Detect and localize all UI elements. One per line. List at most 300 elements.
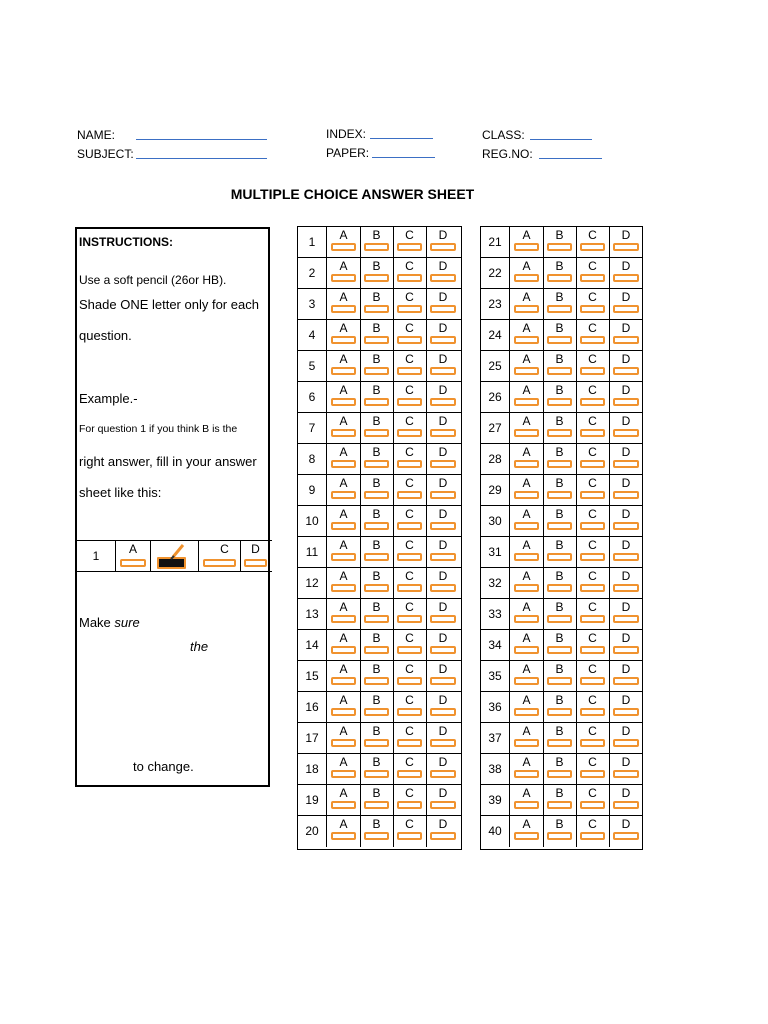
answer-bubble[interactable]: [430, 770, 456, 778]
answer-bubble[interactable]: [397, 460, 422, 468]
index-field[interactable]: [370, 127, 433, 139]
answer-bubble[interactable]: [397, 708, 422, 716]
answer-bubble[interactable]: [514, 336, 539, 344]
answer-bubble[interactable]: [580, 367, 605, 375]
answer-bubble[interactable]: [613, 305, 639, 313]
option-d-bubble-cell[interactable]: [426, 351, 460, 382]
answer-bubble[interactable]: [397, 367, 422, 375]
option-d-bubble-cell[interactable]: [426, 506, 460, 537]
option-a-bubble-cell[interactable]: [510, 537, 544, 568]
answer-bubble[interactable]: [514, 584, 539, 592]
answer-bubble[interactable]: [331, 305, 356, 313]
option-b-bubble-cell[interactable]: [360, 320, 394, 351]
answer-bubble[interactable]: [613, 646, 639, 654]
option-c-bubble-cell[interactable]: [576, 568, 610, 599]
answer-bubble[interactable]: [547, 770, 572, 778]
option-c-bubble-cell[interactable]: [576, 754, 610, 785]
answer-bubble[interactable]: [514, 460, 539, 468]
option-c-bubble-cell[interactable]: [393, 227, 427, 258]
option-d-bubble-cell[interactable]: [426, 227, 460, 258]
option-d-bubble-cell[interactable]: [609, 599, 643, 630]
answer-bubble[interactable]: [514, 398, 539, 406]
answer-bubble[interactable]: [331, 491, 356, 499]
option-b-bubble-cell[interactable]: [543, 537, 577, 568]
option-d-bubble-cell[interactable]: [426, 785, 460, 816]
answer-bubble[interactable]: [331, 646, 356, 654]
answer-bubble[interactable]: [331, 522, 356, 530]
option-b-bubble-cell[interactable]: [543, 258, 577, 289]
option-d-bubble-cell[interactable]: [609, 475, 643, 506]
answer-bubble[interactable]: [331, 677, 356, 685]
option-b-bubble-cell[interactable]: [543, 506, 577, 537]
option-d-bubble-cell[interactable]: [426, 382, 460, 413]
answer-bubble[interactable]: [430, 398, 456, 406]
answer-bubble[interactable]: [547, 584, 572, 592]
option-a-bubble-cell[interactable]: [510, 785, 544, 816]
answer-bubble[interactable]: [364, 274, 389, 282]
option-b-bubble-cell[interactable]: [360, 413, 394, 444]
answer-bubble[interactable]: [364, 336, 389, 344]
answer-bubble[interactable]: [547, 429, 572, 437]
answer-bubble[interactable]: [397, 274, 422, 282]
answer-bubble[interactable]: [514, 677, 539, 685]
answer-bubble[interactable]: [514, 615, 539, 623]
option-d-bubble-cell[interactable]: [426, 444, 460, 475]
answer-bubble[interactable]: [397, 739, 422, 747]
answer-bubble[interactable]: [331, 770, 356, 778]
option-d-bubble-cell[interactable]: [426, 599, 460, 630]
option-a-bubble-cell[interactable]: [510, 444, 544, 475]
option-d-bubble-cell[interactable]: [609, 661, 643, 692]
answer-bubble[interactable]: [514, 367, 539, 375]
option-c-bubble-cell[interactable]: [576, 475, 610, 506]
answer-bubble[interactable]: [580, 739, 605, 747]
option-c-bubble-cell[interactable]: [576, 382, 610, 413]
answer-bubble[interactable]: [331, 243, 356, 251]
answer-bubble[interactable]: [580, 615, 605, 623]
option-b-bubble-cell[interactable]: [543, 444, 577, 475]
answer-bubble[interactable]: [331, 615, 356, 623]
answer-bubble[interactable]: [397, 615, 422, 623]
option-d-bubble-cell[interactable]: [426, 289, 460, 320]
answer-bubble[interactable]: [580, 708, 605, 716]
option-d-bubble-cell[interactable]: [609, 506, 643, 537]
option-c-bubble-cell[interactable]: [576, 661, 610, 692]
option-b-bubble-cell[interactable]: [543, 320, 577, 351]
option-a-bubble-cell[interactable]: [327, 630, 361, 661]
answer-bubble[interactable]: [397, 646, 422, 654]
option-c-bubble-cell[interactable]: [393, 568, 427, 599]
option-d-bubble-cell[interactable]: [426, 754, 460, 785]
option-b-bubble-cell[interactable]: [360, 227, 394, 258]
answer-bubble[interactable]: [580, 460, 605, 468]
option-c-bubble-cell[interactable]: [393, 661, 427, 692]
answer-bubble[interactable]: [364, 646, 389, 654]
answer-bubble[interactable]: [580, 584, 605, 592]
option-b-bubble-cell[interactable]: [543, 475, 577, 506]
answer-bubble[interactable]: [580, 677, 605, 685]
answer-bubble[interactable]: [514, 274, 539, 282]
option-b-bubble-cell[interactable]: [543, 568, 577, 599]
answer-bubble[interactable]: [331, 739, 356, 747]
answer-bubble[interactable]: [547, 336, 572, 344]
option-a-bubble-cell[interactable]: [510, 351, 544, 382]
option-b-bubble-cell[interactable]: [543, 289, 577, 320]
option-a-bubble-cell[interactable]: [510, 816, 544, 847]
option-c-bubble-cell[interactable]: [393, 413, 427, 444]
answer-bubble[interactable]: [613, 739, 639, 747]
option-b-bubble-cell[interactable]: [543, 785, 577, 816]
answer-bubble[interactable]: [580, 646, 605, 654]
answer-bubble[interactable]: [613, 584, 639, 592]
answer-bubble[interactable]: [580, 522, 605, 530]
option-d-bubble-cell[interactable]: [426, 258, 460, 289]
option-a-bubble-cell[interactable]: [327, 754, 361, 785]
option-a-bubble-cell[interactable]: [327, 227, 361, 258]
option-a-bubble-cell[interactable]: [327, 785, 361, 816]
class-field[interactable]: [530, 128, 592, 140]
option-b-bubble-cell[interactable]: [360, 258, 394, 289]
answer-bubble[interactable]: [514, 739, 539, 747]
answer-bubble[interactable]: [514, 522, 539, 530]
answer-bubble[interactable]: [397, 491, 422, 499]
option-c-bubble-cell[interactable]: [576, 785, 610, 816]
answer-bubble[interactable]: [430, 522, 456, 530]
answer-bubble[interactable]: [514, 832, 539, 840]
answer-bubble[interactable]: [613, 243, 639, 251]
answer-bubble[interactable]: [397, 305, 422, 313]
answer-bubble[interactable]: [430, 832, 456, 840]
answer-bubble[interactable]: [331, 584, 356, 592]
option-a-bubble-cell[interactable]: [327, 413, 361, 444]
option-c-bubble-cell[interactable]: [393, 258, 427, 289]
option-a-bubble-cell[interactable]: [327, 568, 361, 599]
option-c-bubble-cell[interactable]: [576, 227, 610, 258]
option-c-bubble-cell[interactable]: [393, 692, 427, 723]
answer-bubble[interactable]: [364, 398, 389, 406]
option-b-bubble-cell[interactable]: [543, 630, 577, 661]
answer-bubble[interactable]: [547, 522, 572, 530]
answer-bubble[interactable]: [547, 553, 572, 561]
answer-bubble[interactable]: [331, 429, 356, 437]
option-c-bubble-cell[interactable]: [393, 599, 427, 630]
option-a-bubble-cell[interactable]: [510, 382, 544, 413]
answer-bubble[interactable]: [397, 336, 422, 344]
option-d-bubble-cell[interactable]: [609, 785, 643, 816]
option-c-bubble-cell[interactable]: [393, 506, 427, 537]
option-c-bubble-cell[interactable]: [393, 785, 427, 816]
option-a-bubble-cell[interactable]: [510, 692, 544, 723]
answer-bubble[interactable]: [430, 336, 456, 344]
subject-field[interactable]: [136, 147, 267, 159]
option-d-bubble-cell[interactable]: [609, 754, 643, 785]
regno-field[interactable]: [539, 147, 602, 159]
option-b-bubble-cell[interactable]: [360, 630, 394, 661]
option-d-bubble-cell[interactable]: [426, 661, 460, 692]
option-d-bubble-cell[interactable]: [609, 537, 643, 568]
option-c-bubble-cell[interactable]: [576, 444, 610, 475]
answer-bubble[interactable]: [430, 460, 456, 468]
option-a-bubble-cell[interactable]: [327, 351, 361, 382]
option-d-bubble-cell[interactable]: [609, 413, 643, 444]
paper-field[interactable]: [372, 146, 435, 158]
option-c-bubble-cell[interactable]: [576, 630, 610, 661]
option-a-bubble-cell[interactable]: [327, 258, 361, 289]
answer-bubble[interactable]: [331, 708, 356, 716]
answer-bubble[interactable]: [547, 274, 572, 282]
option-d-bubble-cell[interactable]: [426, 568, 460, 599]
answer-bubble[interactable]: [397, 243, 422, 251]
answer-bubble[interactable]: [397, 677, 422, 685]
answer-bubble[interactable]: [430, 708, 456, 716]
option-b-bubble-cell[interactable]: [360, 506, 394, 537]
answer-bubble[interactable]: [547, 832, 572, 840]
answer-bubble[interactable]: [547, 398, 572, 406]
answer-bubble[interactable]: [613, 770, 639, 778]
option-d-bubble-cell[interactable]: [609, 227, 643, 258]
answer-bubble[interactable]: [397, 553, 422, 561]
answer-bubble[interactable]: [430, 677, 456, 685]
answer-bubble[interactable]: [613, 336, 639, 344]
answer-bubble[interactable]: [364, 522, 389, 530]
answer-bubble[interactable]: [547, 801, 572, 809]
option-a-bubble-cell[interactable]: [327, 444, 361, 475]
option-b-bubble-cell[interactable]: [543, 754, 577, 785]
answer-bubble[interactable]: [547, 739, 572, 747]
option-c-bubble-cell[interactable]: [393, 537, 427, 568]
option-a-bubble-cell[interactable]: [510, 568, 544, 599]
option-a-bubble-cell[interactable]: [327, 661, 361, 692]
option-d-bubble-cell[interactable]: [609, 351, 643, 382]
option-c-bubble-cell[interactable]: [393, 289, 427, 320]
answer-bubble[interactable]: [397, 398, 422, 406]
answer-bubble[interactable]: [514, 429, 539, 437]
option-d-bubble-cell[interactable]: [609, 630, 643, 661]
option-c-bubble-cell[interactable]: [393, 351, 427, 382]
answer-bubble[interactable]: [613, 429, 639, 437]
option-a-bubble-cell[interactable]: [327, 506, 361, 537]
name-field[interactable]: [136, 128, 267, 140]
option-c-bubble-cell[interactable]: [393, 630, 427, 661]
option-a-bubble-cell[interactable]: [510, 599, 544, 630]
answer-bubble[interactable]: [364, 801, 389, 809]
option-a-bubble-cell[interactable]: [327, 599, 361, 630]
answer-bubble[interactable]: [364, 584, 389, 592]
option-a-bubble-cell[interactable]: [327, 320, 361, 351]
answer-bubble[interactable]: [331, 274, 356, 282]
answer-bubble[interactable]: [430, 243, 456, 251]
option-c-bubble-cell[interactable]: [576, 506, 610, 537]
option-d-bubble-cell[interactable]: [609, 258, 643, 289]
answer-bubble[interactable]: [364, 677, 389, 685]
option-a-bubble-cell[interactable]: [510, 506, 544, 537]
answer-bubble[interactable]: [613, 274, 639, 282]
option-b-bubble-cell[interactable]: [543, 413, 577, 444]
option-b-bubble-cell[interactable]: [360, 785, 394, 816]
answer-bubble[interactable]: [331, 398, 356, 406]
answer-bubble[interactable]: [430, 584, 456, 592]
answer-bubble[interactable]: [514, 553, 539, 561]
answer-bubble[interactable]: [430, 367, 456, 375]
option-a-bubble-cell[interactable]: [510, 227, 544, 258]
answer-bubble[interactable]: [613, 367, 639, 375]
answer-bubble[interactable]: [397, 801, 422, 809]
option-d-bubble-cell[interactable]: [609, 444, 643, 475]
answer-bubble[interactable]: [547, 491, 572, 499]
answer-bubble[interactable]: [514, 770, 539, 778]
option-b-bubble-cell[interactable]: [360, 351, 394, 382]
answer-bubble[interactable]: [430, 646, 456, 654]
answer-bubble[interactable]: [514, 708, 539, 716]
answer-bubble[interactable]: [514, 491, 539, 499]
option-b-bubble-cell[interactable]: [543, 599, 577, 630]
answer-bubble[interactable]: [430, 553, 456, 561]
answer-bubble[interactable]: [364, 243, 389, 251]
answer-bubble[interactable]: [364, 429, 389, 437]
option-d-bubble-cell[interactable]: [426, 475, 460, 506]
option-c-bubble-cell[interactable]: [393, 444, 427, 475]
answer-bubble[interactable]: [331, 832, 356, 840]
option-b-bubble-cell[interactable]: [543, 692, 577, 723]
option-a-bubble-cell[interactable]: [510, 320, 544, 351]
option-a-bubble-cell[interactable]: [327, 289, 361, 320]
answer-bubble[interactable]: [430, 429, 456, 437]
option-c-bubble-cell[interactable]: [576, 599, 610, 630]
option-a-bubble-cell[interactable]: [510, 413, 544, 444]
answer-bubble[interactable]: [613, 398, 639, 406]
answer-bubble[interactable]: [580, 274, 605, 282]
answer-bubble[interactable]: [580, 398, 605, 406]
answer-bubble[interactable]: [514, 801, 539, 809]
answer-bubble[interactable]: [613, 522, 639, 530]
option-d-bubble-cell[interactable]: [609, 382, 643, 413]
option-d-bubble-cell[interactable]: [609, 320, 643, 351]
option-c-bubble-cell[interactable]: [393, 754, 427, 785]
option-a-bubble-cell[interactable]: [327, 816, 361, 847]
option-c-bubble-cell[interactable]: [576, 692, 610, 723]
answer-bubble[interactable]: [613, 491, 639, 499]
option-a-bubble-cell[interactable]: [510, 475, 544, 506]
answer-bubble[interactable]: [613, 553, 639, 561]
answer-bubble[interactable]: [613, 677, 639, 685]
answer-bubble[interactable]: [364, 491, 389, 499]
option-c-bubble-cell[interactable]: [576, 351, 610, 382]
option-b-bubble-cell[interactable]: [543, 661, 577, 692]
answer-bubble[interactable]: [580, 491, 605, 499]
answer-bubble[interactable]: [364, 708, 389, 716]
option-c-bubble-cell[interactable]: [393, 475, 427, 506]
option-c-bubble-cell[interactable]: [393, 382, 427, 413]
option-a-bubble-cell[interactable]: [327, 382, 361, 413]
option-c-bubble-cell[interactable]: [393, 320, 427, 351]
option-d-bubble-cell[interactable]: [426, 816, 460, 847]
answer-bubble[interactable]: [580, 553, 605, 561]
answer-bubble[interactable]: [514, 646, 539, 654]
option-a-bubble-cell[interactable]: [510, 630, 544, 661]
option-d-bubble-cell[interactable]: [426, 723, 460, 754]
option-b-bubble-cell[interactable]: [360, 382, 394, 413]
answer-bubble[interactable]: [331, 553, 356, 561]
option-a-bubble-cell[interactable]: [327, 692, 361, 723]
answer-bubble[interactable]: [364, 615, 389, 623]
option-b-bubble-cell[interactable]: [360, 816, 394, 847]
option-d-bubble-cell[interactable]: [609, 692, 643, 723]
answer-bubble[interactable]: [580, 770, 605, 778]
answer-bubble[interactable]: [364, 832, 389, 840]
option-a-bubble-cell[interactable]: [510, 661, 544, 692]
answer-bubble[interactable]: [430, 615, 456, 623]
answer-bubble[interactable]: [547, 708, 572, 716]
answer-bubble[interactable]: [364, 305, 389, 313]
option-b-bubble-cell[interactable]: [543, 227, 577, 258]
answer-bubble[interactable]: [547, 677, 572, 685]
option-c-bubble-cell[interactable]: [576, 289, 610, 320]
answer-bubble[interactable]: [397, 584, 422, 592]
answer-bubble[interactable]: [547, 646, 572, 654]
answer-bubble[interactable]: [547, 243, 572, 251]
answer-bubble[interactable]: [613, 832, 639, 840]
answer-bubble[interactable]: [331, 336, 356, 344]
option-c-bubble-cell[interactable]: [576, 413, 610, 444]
answer-bubble[interactable]: [613, 708, 639, 716]
option-a-bubble-cell[interactable]: [327, 723, 361, 754]
answer-bubble[interactable]: [331, 460, 356, 468]
answer-bubble[interactable]: [580, 429, 605, 437]
option-b-bubble-cell[interactable]: [543, 816, 577, 847]
answer-bubble[interactable]: [364, 367, 389, 375]
option-b-bubble-cell[interactable]: [360, 723, 394, 754]
answer-bubble[interactable]: [613, 801, 639, 809]
option-c-bubble-cell[interactable]: [576, 537, 610, 568]
answer-bubble[interactable]: [514, 305, 539, 313]
option-b-bubble-cell[interactable]: [360, 475, 394, 506]
option-a-bubble-cell[interactable]: [510, 258, 544, 289]
answer-bubble[interactable]: [364, 770, 389, 778]
answer-bubble[interactable]: [613, 615, 639, 623]
answer-bubble[interactable]: [364, 460, 389, 468]
option-a-bubble-cell[interactable]: [327, 475, 361, 506]
answer-bubble[interactable]: [430, 305, 456, 313]
option-b-bubble-cell[interactable]: [360, 537, 394, 568]
option-b-bubble-cell[interactable]: [360, 444, 394, 475]
answer-bubble[interactable]: [580, 243, 605, 251]
option-c-bubble-cell[interactable]: [576, 258, 610, 289]
option-b-bubble-cell[interactable]: [360, 568, 394, 599]
answer-bubble[interactable]: [580, 336, 605, 344]
answer-bubble[interactable]: [547, 367, 572, 375]
option-d-bubble-cell[interactable]: [609, 568, 643, 599]
answer-bubble[interactable]: [580, 305, 605, 313]
option-d-bubble-cell[interactable]: [609, 723, 643, 754]
option-a-bubble-cell[interactable]: [327, 537, 361, 568]
option-c-bubble-cell[interactable]: [393, 723, 427, 754]
answer-bubble[interactable]: [364, 739, 389, 747]
option-c-bubble-cell[interactable]: [393, 816, 427, 847]
answer-bubble[interactable]: [580, 832, 605, 840]
option-d-bubble-cell[interactable]: [426, 320, 460, 351]
answer-bubble[interactable]: [430, 739, 456, 747]
answer-bubble[interactable]: [547, 615, 572, 623]
option-a-bubble-cell[interactable]: [510, 289, 544, 320]
option-b-bubble-cell[interactable]: [543, 382, 577, 413]
option-c-bubble-cell[interactable]: [576, 320, 610, 351]
answer-bubble[interactable]: [397, 832, 422, 840]
answer-bubble[interactable]: [430, 274, 456, 282]
answer-bubble[interactable]: [397, 522, 422, 530]
answer-bubble[interactable]: [613, 460, 639, 468]
option-b-bubble-cell[interactable]: [360, 754, 394, 785]
answer-bubble[interactable]: [397, 770, 422, 778]
